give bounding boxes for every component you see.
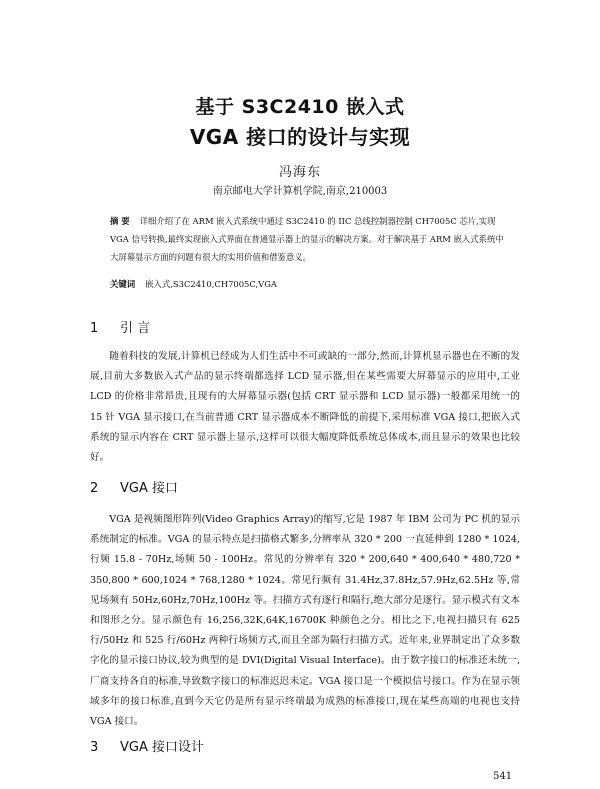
- abstract-label: 摘 要: [110, 216, 130, 226]
- section-title: VGA 接口设计: [120, 740, 204, 755]
- paper-title-line2: VGA 接口的设计与实现: [189, 125, 411, 149]
- page-number: 541: [493, 771, 513, 782]
- section-title: 引 言: [120, 321, 151, 336]
- keywords-text: 嵌入式,S3C2410,CH7005C,VGA: [145, 279, 277, 289]
- keywords-label: 关键词: [110, 279, 136, 289]
- section-title: VGA 接口: [120, 481, 178, 496]
- section-heading-vga-interface: [90, 477, 178, 496]
- abstract-text: 详细介绍了在 ARM 嵌入式系统中通过 S3C2410 的 IIC 总线控制器控制 CH7005C 芯片,实现 VGA 信号转换,最终实现嵌入式界面在普通显示器上的显示的解决方案。对于解决基于 ARM 嵌入式系统中大屏幕显示方面的问题有很大的实用价值和借鉴意义。: [110, 216, 504, 262]
- section-body-introduction: 随着科技的发展,计算机已经成为人们生活中不可或缺的一部分,然而,计算机显示器也在不断的发展,目前大多数嵌入式产品的显示终端都选择 LCD 显示器,但在某些需要大屏幕显示的应用中,工业 LCD 的价格非常昂贵,且现有的大屏幕显示器(包括 CRT 显示器和 LCD 显示器)一般都采用统一的 15 针 VGA 显示接口,在当前普通 CRT 显示器成本不断降低的前提下,采用标准 VGA 接口,把嵌入式系统的显示内容在 CRT 显示器上显示,这样可以很大幅度降低系统总体成本,而且显示的效果也比较好。: [90, 351, 520, 464]
- author-affiliation: 南京邮电大学计算机学院,南京,210003: [212, 186, 388, 197]
- author-name: 冯海东: [278, 165, 321, 180]
- abstract-block: [110, 212, 505, 266]
- section-heading-vga-design: [90, 736, 204, 755]
- paper-title-line1: 基于 S3C2410 嵌入式: [195, 96, 405, 118]
- section-heading-introduction: [90, 317, 150, 336]
- section-number: 2: [90, 481, 99, 496]
- section-number: 3: [90, 740, 99, 755]
- keywords-block: [110, 278, 505, 290]
- section-body-vga-interface: VGA 是视频图形阵列(Video Graphics Array)的缩写,它是 1987 年 IBM 公司为 PC 机的显示系统制定的标准。VGA 的显示特点是扫描格式繁多,分辨率从 320 * 200 一直延伸到 1280 * 1024,行频 15.8 - 70Hz,场频 50 - 100Hz。常见的分辨率有 320 * 200,640 * 400,640 * 480,720 * 350,800 * 600,1024 * 768,1280 * 1024。常见行频有 31.4Hz,37.8Hz,57.9Hz,62.5Hz 等,常见场频有 50Hz,60Hz,70Hz,100Hz 等。扫描方式有逐行和隔行,绝大部分是逐行。显示模式有文本和图形之分。显示颜色有 16,256,32K,64K,16700K 种颜色之分。相比之下,电视扫描只有 625 行/50Hz 和 525 行/60Hz 两种行场频方式,而且全部为隔行扫描方式。近年来,业界制定出了众多数字化的显示接口协议,较为典型的是 DVI(Digital Visual Interface)。由于数字接口的标准还未统一,厂商支持各自的标准,导致数字接口的标准迟迟未定。VGA 接口是一个模拟信号接口。作为在显示领域多年的接口标准,直到今天它仍是所有显示终端最为成熟的标准接口,现在某些高端的电视也支持 VGA 接口。: [90, 514, 520, 728]
- section-number: 1: [90, 321, 99, 336]
